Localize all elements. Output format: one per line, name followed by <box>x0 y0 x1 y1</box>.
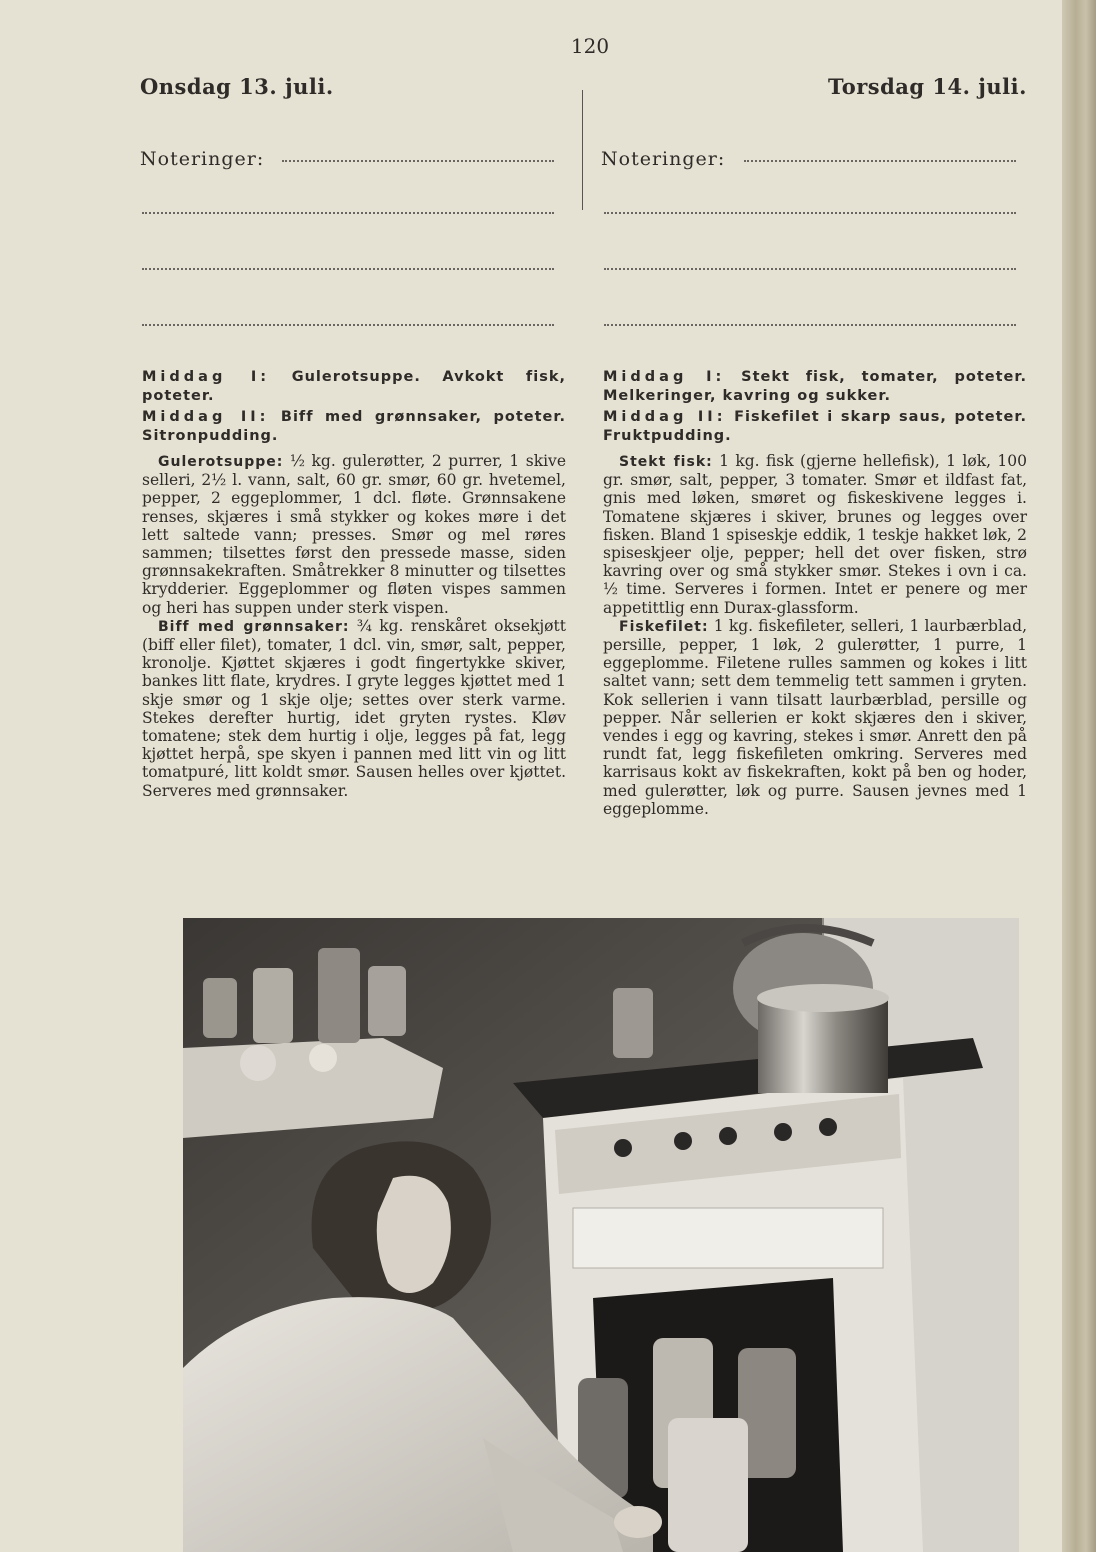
day-heading-wednesday: Onsdag 13. juli. <box>140 74 334 99</box>
notes-line-right <box>604 212 1016 214</box>
recipe-gulerotsuppe: Gulerotsuppe: ½ kg. gulerøtter, 2 purrer, 1 skive selleri, 2½ l. vann, salt, 60 gr. smør, 60 gr. hvetemel, pepper, 2 eggeplommer, 1 dcl. fløte. Grønnsakene renses, skjæres i små stykker og kokes møre i det lett saltede vann; presses. Smør og mel røres sammen; tilsettes først den pressede masse, siden grønnsakekraften. Småtrekker 8 minutter og tilsettes krydderier. Eggeplommer og fløten vispes sammen og heri has suppen under sterk vispen. <box>142 452 566 617</box>
day-heading-thursday: Torsdag 14. juli. <box>828 74 1027 99</box>
notes-label-right: Noteringer: <box>601 148 726 170</box>
notes-label-left: Noteringer: <box>140 148 265 170</box>
photograph-woman-at-stove <box>183 918 1019 1552</box>
column-divider <box>582 90 583 210</box>
dinner-1-right: Middag I: Stekt fisk, tomater, poteter. Melkeringer, kavring og sukker. <box>603 369 1027 404</box>
recipes-right <box>603 452 1027 818</box>
dinner-2-right: Middag II: Fiskefilet i skarp saus, poteter. Fruktpudding. <box>603 409 1027 444</box>
notes-line-right <box>744 160 1016 162</box>
notes-line-left <box>142 212 554 214</box>
page-number: 120 <box>570 34 610 58</box>
notes-line-right <box>604 268 1016 270</box>
notes-line-left <box>142 268 554 270</box>
recipes-left <box>142 452 566 800</box>
dinner-1-left: Middag I: Gulerotsuppe. Avkokt fisk, poteter. <box>142 369 566 404</box>
notes-line-left <box>282 160 554 162</box>
page-edge <box>1062 0 1096 1552</box>
recipe-fiskefilet: Fiskefilet: 1 kg. fiskefileter, selleri, 1 laurbærblad, persille, pepper, 1 løk, 2 gulerøtter, 1 purre, 1 eggeplomme. Filetene rulles sammen og kokes i litt saltet vann; sett dem temmelig tett sammen i gryten. Kok sellerien i vann tilsatt laurbærblad, persille og pepper. Når sellerien er kokt skjæres den i skiver, vendes i egg og kavring, stekes i smør. Anrett den på rundt fat, legg fiskefileten omkring. Serveres med karrisaus kokt av fiskekraften, kokt på ben og hoder, med gulerøtter, løk og purre. Sausen jevnes med 1 eggeplomme. <box>603 616 1027 818</box>
recipe-stekt-fisk: Stekt fisk: 1 kg. fisk (gjerne hellefisk), 1 løk, 100 gr. smør, salt, pepper, 3 tomater. Smør et ildfast fat, gnis med løken, smøret og fiskeskivene legges i. Tomatene skjæres i skiver, brunes og legges over fisken. Bland 1 spiseskje eddik, 1 teskje hakket løk, 2 spiseskjeer olje, pepper; hell det over fisken, strø kavring over og små stykker smør. Stekes i ovn i ca. ½ time. Serveres i formen. Intet er penere og mer appetittlig enn Durax-glassform. <box>603 452 1027 617</box>
notes-line-right <box>604 324 1016 326</box>
notes-line-left <box>142 324 554 326</box>
recipe-biff: Biff med grønnsaker: ¾ kg. renskåret oksekjøtt (biff eller filet), tomater, 1 dcl. vin, smør, salt, pepper, kronolje. Kjøttet skjæres i godt fingertykke skiver, bankes litt flate, krydres. I gryte legges kjøttet med 1 skje smør og 1 skje olje; settes over sterk varme. Stekes derefter hurtig, idet gryten rystes. Kløv tomatene; stek dem hurtig i olje, legges på fat, legg kjøttet herpå, spe skyen i pannen med litt vin og litt tomatpuré, litt koldt smør. Sausen helles over kjøttet. Serveres med grønnsaker. <box>142 616 566 800</box>
dinner-2-left: Middag II: Biff med grønnsaker, poteter. Sitronpudding. <box>142 409 566 444</box>
